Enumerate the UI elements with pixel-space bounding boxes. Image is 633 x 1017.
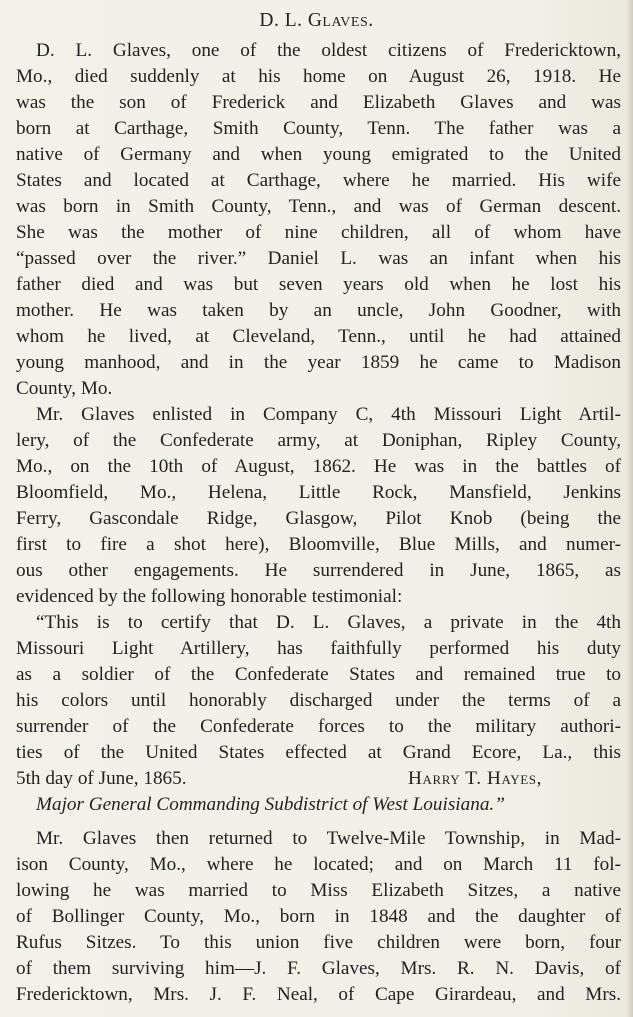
text-line: County, Mo. bbox=[16, 378, 113, 399]
text-line: Ferry, Gascondale Ridge, Glasgow, Pilot Knob (being the bbox=[16, 508, 621, 529]
section-heading: D. L. Glaves. bbox=[259, 10, 374, 31]
page-edge-shadow bbox=[627, 0, 633, 1017]
text-line: States and located at Carthage, where he married. His wife bbox=[16, 170, 621, 191]
testimonial-date-line bbox=[16, 766, 621, 792]
text-line: ous other engagements. He surrendered in June, 1865, as bbox=[16, 560, 621, 581]
text-line: She was the mother of nine children, all of whom have bbox=[16, 222, 621, 243]
testimonial-line: “This is to certify that D. L. Glaves, a private in the 4th bbox=[36, 612, 621, 633]
text-line: lowing he was married to Miss Elizabeth Sitzes, a native bbox=[16, 880, 621, 901]
text-line: Mo., on the 10th of August, 1862. He was in the battles of bbox=[16, 456, 621, 477]
text-line: Mo., died suddenly at his home on August 26, 1918. He bbox=[16, 66, 621, 87]
text-line: of Bollinger County, Mo., born in 1848 and the daughter of bbox=[16, 906, 621, 927]
text-line: father died and was but seven years old when he lost his bbox=[16, 274, 621, 295]
text-line: young manhood, and in the year 1859 he came to Madison bbox=[16, 352, 621, 373]
testimonial-line: as a soldier of the Confederate States and remained true to bbox=[16, 664, 621, 685]
text-line: of them surviving him—J. F. Glaves, Mrs. R. N. Davis, of bbox=[16, 958, 621, 979]
text-line: native of Germany and when young emigrated to the United bbox=[16, 144, 621, 165]
text-line: born at Carthage, Smith County, Tenn. The father was a bbox=[16, 118, 621, 139]
text-line: first to fire a shot here), Bloomville, Blue Mills, and numer- bbox=[16, 534, 621, 555]
text-line: was the son of Frederick and Elizabeth Glaves and was bbox=[16, 92, 621, 113]
signature-title: Major General Commanding Subdistrict of West Louisiana.” bbox=[36, 794, 505, 815]
text-line: evidenced by the following honorable testimonial: bbox=[16, 586, 403, 607]
text-line: Bloomfield, Mo., Helena, Little Rock, Mansfield, Jenkins bbox=[16, 482, 621, 503]
text-line: whom he lived, at Cleveland, Tenn., until he had attained bbox=[16, 326, 621, 347]
signature-name: Harry T. Hayes, bbox=[408, 768, 543, 789]
text-line: was born in Smith County, Tenn., and was of German descent. bbox=[16, 196, 621, 217]
text-line: Mr. Glaves enlisted in Company C, 4th Missouri Light Artil- bbox=[36, 404, 621, 425]
testimonial-line: ties of the United States effected at Grand Ecore, La., this bbox=[16, 742, 621, 763]
text-line: mother. He was taken by an uncle, John Goodner, with bbox=[16, 300, 621, 321]
text-line: Rufus Sitzes. To this union five children were born, four bbox=[16, 932, 621, 953]
text-line: Fredericktown, Mrs. J. F. Neal, of Cape Girardeau, and Mrs. bbox=[16, 984, 621, 1005]
text-line: Mr. Glaves then returned to Twelve-Mile Township, in Mad- bbox=[36, 828, 621, 849]
text-line: lery, of the Confederate army, at Doniphan, Ripley County, bbox=[16, 430, 621, 451]
testimonial-line: his colors until honorably discharged under the terms of a bbox=[16, 690, 621, 711]
testimonial-date: 5th day of June, 1865. bbox=[16, 768, 187, 789]
testimonial-line: surrender of the Confederate forces to the military authori- bbox=[16, 716, 621, 737]
text-line: ison County, Mo., where he located; and on March 11 fol- bbox=[16, 854, 621, 875]
testimonial-line: Missouri Light Artillery, has faithfully performed his duty bbox=[16, 638, 621, 659]
text-line: “passed over the river.” Daniel L. was an infant when his bbox=[16, 248, 621, 269]
text-line: D. L. Glaves, one of the oldest citizens of Fredericktown, bbox=[36, 40, 621, 61]
